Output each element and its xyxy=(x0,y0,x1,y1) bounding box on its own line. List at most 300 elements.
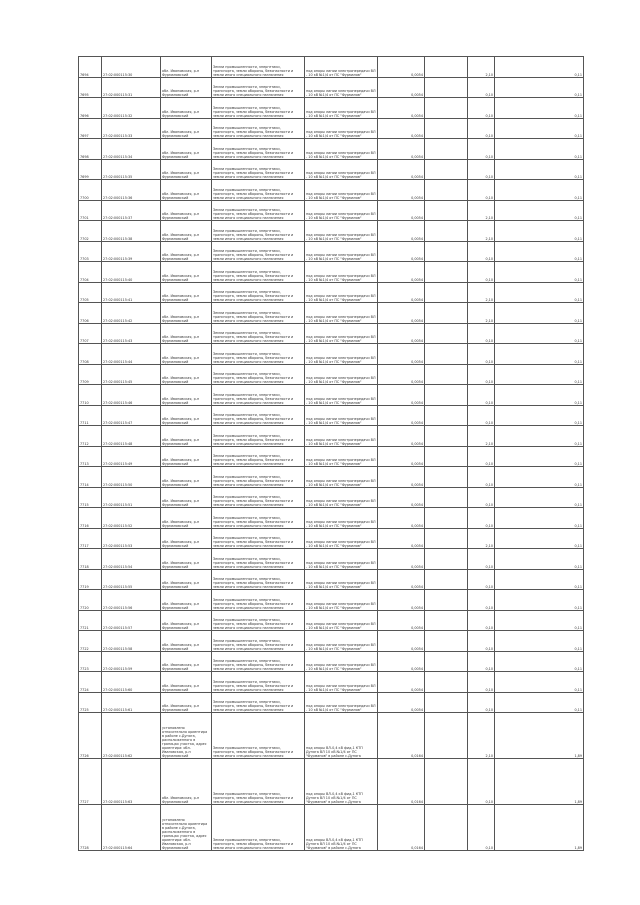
table-row xyxy=(79,221,584,242)
row-number: 7723 xyxy=(79,651,102,672)
cadastral-number: 27:02:000115:43 xyxy=(102,323,161,344)
rate: 0,10 xyxy=(468,180,495,201)
area-ha: 0,0054 xyxy=(378,159,425,180)
cadastral-number: 27:02:000115:46 xyxy=(102,385,161,406)
address: обл. Ивановская, р-н Фурмановский xyxy=(161,569,212,590)
fee: 0,11 xyxy=(495,262,584,283)
fee: 0,11 xyxy=(495,241,584,262)
empty-cell xyxy=(425,323,468,344)
permitted-use: под опоры линии электропередачи ВЛ - 10 кВ №1/4 от ПС "Фурманов" xyxy=(305,262,378,283)
cadastral-number: 27:02:000115:62 xyxy=(102,713,161,759)
cadastral-number: 27:02:000115:44 xyxy=(102,344,161,365)
cadastral-number: 27:02:000115:40 xyxy=(102,262,161,283)
row-number: 7711 xyxy=(79,405,102,426)
area-ha: 0,0054 xyxy=(378,221,425,242)
table-row xyxy=(79,651,584,672)
address: обл. Ивановская, р-н Фурмановский xyxy=(161,57,212,78)
fee: 0,11 xyxy=(495,200,584,221)
row-number: 7709 xyxy=(79,364,102,385)
fee: 0,11 xyxy=(495,180,584,201)
empty-cell xyxy=(425,651,468,672)
table-row xyxy=(79,364,584,385)
fee: 0,11 xyxy=(495,323,584,344)
table-row xyxy=(79,57,584,78)
rate: 0,10 xyxy=(468,692,495,713)
fee: 0,11 xyxy=(495,364,584,385)
table-row xyxy=(79,672,584,693)
rate: 2,10 xyxy=(468,221,495,242)
permitted-use: под опоры линии электропередачи ВЛ - 10 кВ №1/4 от ПС "Фурманов" xyxy=(305,651,378,672)
cadastral-number: 27:02:000115:35 xyxy=(102,159,161,180)
fee: 0,11 xyxy=(495,590,584,611)
table-row xyxy=(79,200,584,221)
land-category: Земли промышленности, энергетики, транспорта, земли обороны, безопасности и земли иного специального назначения xyxy=(212,303,305,324)
address: обл. Ивановская, р-н Фурмановский xyxy=(161,221,212,242)
address: обл. Ивановская, р-н Фурмановский xyxy=(161,282,212,303)
row-number: 7727 xyxy=(79,759,102,805)
land-category: Земли промышленности, энергетики, транспорта, земли обороны, безопасности и земли иного специального назначения xyxy=(212,159,305,180)
address: обл. Ивановская, р-н Фурмановский xyxy=(161,364,212,385)
empty-cell xyxy=(425,759,468,805)
land-category: Земли промышленности, энергетики, транспорта, земли обороны, безопасности и земли иного специального назначения xyxy=(212,508,305,529)
row-number: 7696 xyxy=(79,98,102,119)
fee: 0,11 xyxy=(495,549,584,570)
fee: 0,11 xyxy=(495,139,584,160)
table-row xyxy=(79,262,584,283)
row-number: 7719 xyxy=(79,569,102,590)
permitted-use: под опоры линии электропередачи ВЛ - 10 кВ №1/4 от ПС "Фурманов" xyxy=(305,446,378,467)
empty-cell xyxy=(425,713,468,759)
empty-cell xyxy=(425,446,468,467)
rate: 0,10 xyxy=(468,139,495,160)
rate: 0,10 xyxy=(468,590,495,611)
empty-cell xyxy=(425,118,468,139)
row-number: 7721 xyxy=(79,610,102,631)
table-row xyxy=(79,98,584,119)
fee: 1,89 xyxy=(495,805,584,851)
row-number: 7698 xyxy=(79,139,102,160)
row-number: 7724 xyxy=(79,672,102,693)
rate: 2,10 xyxy=(468,200,495,221)
permitted-use: под опоры линии электропередачи ВЛ - 10 кВ №1/4 от ПС "Фурманов" xyxy=(305,569,378,590)
empty-cell xyxy=(425,139,468,160)
area-ha: 0,0054 xyxy=(378,508,425,529)
land-category: Земли промышленности, энергетики, транспорта, земли обороны, безопасности и земли иного специального назначения xyxy=(212,446,305,467)
row-number: 7695 xyxy=(79,77,102,98)
table-row xyxy=(79,549,584,570)
permitted-use: под опоры линии электропередачи ВЛ - 10 кВ №1/4 от ПС "Фурманов" xyxy=(305,487,378,508)
cadastral-number: 27:02:000115:39 xyxy=(102,241,161,262)
land-category: Земли промышленности, энергетики, транспорта, земли обороны, безопасности и земли иного специального назначения xyxy=(212,262,305,283)
table-row xyxy=(79,569,584,590)
row-number: 7726 xyxy=(79,713,102,759)
rate: 0,10 xyxy=(468,118,495,139)
cadastral-number: 27:02:000115:49 xyxy=(102,446,161,467)
row-number: 7701 xyxy=(79,200,102,221)
cadastral-number: 27:02:000115:30 xyxy=(102,57,161,78)
land-category: Земли промышленности, энергетики, транспорта, земли обороны, безопасности и земли иного специального назначения xyxy=(212,610,305,631)
fee: 0,11 xyxy=(495,98,584,119)
area-ha: 0,0054 xyxy=(378,610,425,631)
table-row xyxy=(79,759,584,805)
land-plot-table xyxy=(78,56,584,851)
area-ha: 0,0054 xyxy=(378,364,425,385)
row-number: 7728 xyxy=(79,805,102,851)
land-category: Земли промышленности, энергетики, транспорта, земли обороны, безопасности и земли иного специального назначения xyxy=(212,344,305,365)
land-category: Земли промышленности, энергетики, транспорта, земли обороны, безопасности и земли иного специального назначения xyxy=(212,200,305,221)
address: обл. Ивановская, р-н Фурмановский xyxy=(161,528,212,549)
address: обл. Ивановская, р-н Фурмановский xyxy=(161,98,212,119)
rate: 0,10 xyxy=(468,344,495,365)
empty-cell xyxy=(425,805,468,851)
fee: 0,11 xyxy=(495,77,584,98)
address: обл. Ивановская, р-н Фурмановский xyxy=(161,487,212,508)
area-ha: 0,0054 xyxy=(378,631,425,652)
table-row xyxy=(79,303,584,324)
address: обл. Ивановская, р-н Фурмановский xyxy=(161,262,212,283)
permitted-use: под опоры линии электропередачи ВЛ - 10 кВ №1/4 от ПС "Фурманов" xyxy=(305,282,378,303)
rate: 2,10 xyxy=(468,57,495,78)
empty-cell xyxy=(425,405,468,426)
permitted-use: под опоры линии электропередачи ВЛ - 10 кВ №1/4 от ПС "Фурманов" xyxy=(305,467,378,488)
rate: 0,10 xyxy=(468,364,495,385)
rate: 0,10 xyxy=(468,98,495,119)
land-category: Земли промышленности, энергетики, транспорта, земли обороны, безопасности и земли иного специального назначения xyxy=(212,323,305,344)
permitted-use: под опоры линии электропередачи ВЛ - 10 кВ №1/4 от ПС "Фурманов" xyxy=(305,303,378,324)
empty-cell xyxy=(425,467,468,488)
land-category: Земли промышленности, энергетики, транспорта, земли обороны, безопасности и земли иного специального назначения xyxy=(212,672,305,693)
fee: 0,11 xyxy=(495,385,584,406)
area-ha: 0,0054 xyxy=(378,118,425,139)
table-row xyxy=(79,405,584,426)
area-ha: 0,0054 xyxy=(378,303,425,324)
rate: 0,10 xyxy=(468,549,495,570)
permitted-use: под опоры ВЛ-0,4 кВ фид.1 КТП Дуняга ВЛ 10 кВ №1/4 от ПС "Фурманов" в районе с.Дуняга xyxy=(305,759,378,805)
fee: 0,11 xyxy=(495,426,584,447)
address: обл. Ивановская, р-н Фурмановский xyxy=(161,303,212,324)
permitted-use: под опоры ВЛ-0,4 кВ фид.1 КТП Дуняга ВЛ 10 кВ №1/4 от ПС "Фурманов" в районе с.Дуняга xyxy=(305,805,378,851)
table-row xyxy=(79,692,584,713)
land-category: Земли промышленности, энергетики, транспорта, земли обороны, безопасности и земли иного специального назначения xyxy=(212,759,305,805)
cadastral-number: 27:02:000115:51 xyxy=(102,487,161,508)
permitted-use: под опоры линии электропередачи ВЛ - 10 кВ №1/4 от ПС "Фурманов" xyxy=(305,139,378,160)
permitted-use: под опоры линии электропередачи ВЛ - 10 кВ №1/4 от ПС "Фурманов" xyxy=(305,364,378,385)
permitted-use: под опоры линии электропередачи ВЛ - 10 кВ №1/4 от ПС "Фурманов" xyxy=(305,549,378,570)
area-ha: 0,0054 xyxy=(378,282,425,303)
area-ha: 0,0054 xyxy=(378,323,425,344)
empty-cell xyxy=(425,159,468,180)
cadastral-number: 27:02:000115:53 xyxy=(102,528,161,549)
rate: 0,10 xyxy=(468,651,495,672)
area-ha: 0,0164 xyxy=(378,759,425,805)
permitted-use: под опоры линии электропередачи ВЛ - 10 кВ №1/4 от ПС "Фурманов" xyxy=(305,672,378,693)
land-category: Земли промышленности, энергетики, транспорта, земли обороны, безопасности и земли иного специального назначения xyxy=(212,528,305,549)
empty-cell xyxy=(425,385,468,406)
address: обл. Ивановская, р-н Фурмановский xyxy=(161,344,212,365)
fee: 0,11 xyxy=(495,344,584,365)
address: обл. Ивановская, р-н Фурмановский xyxy=(161,405,212,426)
row-number: 7722 xyxy=(79,631,102,652)
empty-cell xyxy=(425,549,468,570)
address: обл. Ивановская, р-н Фурмановский xyxy=(161,759,212,805)
permitted-use: под опоры линии электропередачи ВЛ - 10 кВ №1/4 от ПС "Фурманов" xyxy=(305,426,378,447)
empty-cell xyxy=(425,610,468,631)
table-row xyxy=(79,610,584,631)
land-category: Земли промышленности, энергетики, транспорта, земли обороны, безопасности и земли иного специального назначения xyxy=(212,692,305,713)
area-ha: 0,0054 xyxy=(378,487,425,508)
row-number: 7725 xyxy=(79,692,102,713)
row-number: 7703 xyxy=(79,241,102,262)
row-number: 7715 xyxy=(79,487,102,508)
address: обл. Ивановская, р-н Фурмановский xyxy=(161,692,212,713)
permitted-use: под опоры линии электропередачи ВЛ - 10 кВ №1/4 от ПС "Фурманов" xyxy=(305,508,378,529)
fee: 0,11 xyxy=(495,446,584,467)
land-category: Земли промышленности, энергетики, транспорта, земли обороны, безопасности и земли иного специального назначения xyxy=(212,180,305,201)
row-number: 7720 xyxy=(79,590,102,611)
area-ha: 0,0054 xyxy=(378,200,425,221)
empty-cell xyxy=(425,98,468,119)
cadastral-number: 27:02:000115:31 xyxy=(102,77,161,98)
rate: 0,10 xyxy=(468,262,495,283)
land-category: Земли промышленности, энергетики, транспорта, земли обороны, безопасности и земли иного специального назначения xyxy=(212,221,305,242)
address: обл. Ивановская, р-н Фурмановский xyxy=(161,672,212,693)
permitted-use: под опоры линии электропередачи ВЛ - 10 кВ №1/4 от ПС "Фурманов" xyxy=(305,528,378,549)
rate: 0,10 xyxy=(468,631,495,652)
land-category: Земли промышленности, энергетики, транспорта, земли обороны, безопасности и земли иного специального назначения xyxy=(212,405,305,426)
permitted-use: под опоры линии электропередачи ВЛ - 10 кВ №1/4 от ПС "Фурманов" xyxy=(305,385,378,406)
table-row xyxy=(79,159,584,180)
land-category: Земли промышленности, энергетики, транспорта, земли обороны, безопасности и земли иного специального назначения xyxy=(212,467,305,488)
area-ha: 0,0054 xyxy=(378,405,425,426)
empty-cell xyxy=(425,590,468,611)
land-category: Земли промышленности, энергетики, транспорта, земли обороны, безопасности и земли иного специального назначения xyxy=(212,590,305,611)
address: обл. Ивановская, р-н Фурмановский xyxy=(161,467,212,488)
table-row xyxy=(79,385,584,406)
rate: 0,10 xyxy=(468,385,495,406)
cadastral-number: 27:02:000115:47 xyxy=(102,405,161,426)
row-number: 7704 xyxy=(79,262,102,283)
address: обл. Ивановская, р-н Фурмановский xyxy=(161,77,212,98)
area-ha: 0,0054 xyxy=(378,672,425,693)
rate: 0,10 xyxy=(468,405,495,426)
empty-cell xyxy=(425,528,468,549)
permitted-use: под опоры линии электропередачи ВЛ - 10 кВ №1/4 от ПС "Фурманов" xyxy=(305,323,378,344)
fee: 0,11 xyxy=(495,282,584,303)
empty-cell xyxy=(425,672,468,693)
area-ha: 0,0054 xyxy=(378,467,425,488)
table-row xyxy=(79,323,584,344)
cadastral-number: 27:02:000115:57 xyxy=(102,610,161,631)
area-ha: 0,0054 xyxy=(378,57,425,78)
address: обл. Ивановская, р-н Фурмановский xyxy=(161,200,212,221)
table-row xyxy=(79,467,584,488)
cadastral-number: 27:02:000115:63 xyxy=(102,759,161,805)
area-ha: 0,0054 xyxy=(378,528,425,549)
permitted-use: под опоры линии электропередачи ВЛ - 10 кВ №1/4 от ПС "Фурманов" xyxy=(305,180,378,201)
empty-cell xyxy=(425,303,468,324)
area-ha: 0,0164 xyxy=(378,713,425,759)
cadastral-number: 27:02:000115:42 xyxy=(102,303,161,324)
fee: 0,11 xyxy=(495,651,584,672)
empty-cell xyxy=(425,344,468,365)
land-category: Земли промышленности, энергетики, транспорта, земли обороны, безопасности и земли иного специального назначения xyxy=(212,77,305,98)
row-number: 7694 xyxy=(79,57,102,78)
address: обл. Ивановская, р-н Фурмановский xyxy=(161,385,212,406)
rate: 0,10 xyxy=(468,508,495,529)
row-number: 7708 xyxy=(79,344,102,365)
cadastral-number: 27:02:000115:61 xyxy=(102,692,161,713)
address: обл. Ивановская, р-н Фурмановский xyxy=(161,610,212,631)
table-row xyxy=(79,590,584,611)
cadastral-number: 27:02:000115:38 xyxy=(102,221,161,242)
address: установлено относительно ориентира в районе с.Дуняга, расположенного в границах участка, адрес ориентира: обл. Ивановская, р-н Фурмановский xyxy=(161,713,212,759)
fee: 0,11 xyxy=(495,221,584,242)
land-category: Земли промышленности, энергетики, транспорта, земли обороны, безопасности и земли иного специального назначения xyxy=(212,241,305,262)
area-ha: 0,0054 xyxy=(378,426,425,447)
table-row xyxy=(79,241,584,262)
land-category: Земли промышленности, энергетики, транспорта, земли обороны, безопасности и земли иного специального назначения xyxy=(212,139,305,160)
area-ha: 0,0054 xyxy=(378,692,425,713)
row-number: 7712 xyxy=(79,426,102,447)
empty-cell xyxy=(425,241,468,262)
rate: 0,10 xyxy=(468,323,495,344)
empty-cell xyxy=(425,692,468,713)
row-number: 7699 xyxy=(79,159,102,180)
land-category: Земли промышленности, энергетики, транспорта, земли обороны, безопасности и земли иного специального назначения xyxy=(212,805,305,851)
empty-cell xyxy=(425,180,468,201)
rate: 0,10 xyxy=(468,159,495,180)
cadastral-number: 27:02:000115:59 xyxy=(102,651,161,672)
row-number: 7716 xyxy=(79,508,102,529)
area-ha: 0,0054 xyxy=(378,344,425,365)
rate: 0,10 xyxy=(468,446,495,467)
area-ha: 0,0054 xyxy=(378,139,425,160)
land-category: Земли промышленности, энергетики, транспорта, земли обороны, безопасности и земли иного специального назначения xyxy=(212,57,305,78)
land-category: Земли промышленности, энергетики, транспорта, земли обороны, безопасности и земли иного специального назначения xyxy=(212,426,305,447)
fee: 0,11 xyxy=(495,303,584,324)
fee: 0,11 xyxy=(495,508,584,529)
table-row xyxy=(79,426,584,447)
area-ha: 0,0054 xyxy=(378,549,425,570)
rate: 0,10 xyxy=(468,569,495,590)
rate: 0,10 xyxy=(468,759,495,805)
rate: 2,10 xyxy=(468,528,495,549)
empty-cell xyxy=(425,508,468,529)
row-number: 7718 xyxy=(79,549,102,570)
permitted-use: под опоры линии электропередачи ВЛ - 10 кВ №1/4 от ПС "Фурманов" xyxy=(305,200,378,221)
empty-cell xyxy=(425,364,468,385)
land-category: Земли промышленности, энергетики, транспорта, земли обороны, безопасности и земли иного специального назначения xyxy=(212,364,305,385)
permitted-use: под опоры линии электропередачи ВЛ - 10 кВ №1/4 от ПС "Фурманов" xyxy=(305,631,378,652)
address: обл. Ивановская, р-н Фурмановский xyxy=(161,180,212,201)
area-ha: 0,0054 xyxy=(378,385,425,406)
row-number: 7710 xyxy=(79,385,102,406)
land-category: Земли промышленности, энергетики, транспорта, земли обороны, безопасности и земли иного специального назначения xyxy=(212,651,305,672)
fee: 0,11 xyxy=(495,487,584,508)
fee: 0,11 xyxy=(495,467,584,488)
rate: 2,10 xyxy=(468,303,495,324)
cadastral-number: 27:02:000115:54 xyxy=(102,549,161,570)
address: обл. Ивановская, р-н Фурмановский xyxy=(161,139,212,160)
permitted-use: под опоры линии электропередачи ВЛ - 10 кВ №1/4 от ПС "Фурманов" xyxy=(305,77,378,98)
address: обл. Ивановская, р-н Фурмановский xyxy=(161,590,212,611)
cadastral-number: 27:02:000115:58 xyxy=(102,631,161,652)
table-row xyxy=(79,805,584,851)
empty-cell xyxy=(425,77,468,98)
fee: 0,11 xyxy=(495,118,584,139)
row-number: 7713 xyxy=(79,446,102,467)
land-category: Земли промышленности, энергетики, транспорта, земли обороны, безопасности и земли иного специального назначения xyxy=(212,282,305,303)
permitted-use: под опоры линии электропередачи ВЛ - 10 кВ №1/4 от ПС "Фурманов" xyxy=(305,159,378,180)
fee: 1,89 xyxy=(495,759,584,805)
permitted-use: под опоры линии электропередачи ВЛ - 10 кВ №1/4 от ПС "Фурманов" xyxy=(305,590,378,611)
address: обл. Ивановская, р-н Фурмановский xyxy=(161,508,212,529)
table-row xyxy=(79,180,584,201)
table-row xyxy=(79,139,584,160)
land-category: Земли промышленности, энергетики, транспорта, земли обороны, безопасности и земли иного специального назначения xyxy=(212,98,305,119)
rate: 0,10 xyxy=(468,672,495,693)
address: установлено относительно ориентира в районе с.Дуняга, расположенного в границах участка, адрес ориентира: обл. Ивановская, р-н Фурмановский xyxy=(161,805,212,851)
rate: 0,10 xyxy=(468,467,495,488)
area-ha: 0,0054 xyxy=(378,446,425,467)
cadastral-number: 27:02:000115:34 xyxy=(102,139,161,160)
rate: 0,10 xyxy=(468,805,495,851)
address: обл. Ивановская, р-н Фурмановский xyxy=(161,118,212,139)
permitted-use: под опоры линии электропередачи ВЛ - 10 кВ №1/4 от ПС "Фурманов" xyxy=(305,241,378,262)
empty-cell xyxy=(425,221,468,242)
address: обл. Ивановская, р-н Фурмановский xyxy=(161,549,212,570)
row-number: 7717 xyxy=(79,528,102,549)
empty-cell xyxy=(425,487,468,508)
empty-cell xyxy=(425,57,468,78)
address: обл. Ивановская, р-н Фурмановский xyxy=(161,159,212,180)
fee: 1,89 xyxy=(495,713,584,759)
row-number: 7700 xyxy=(79,180,102,201)
area-ha: 0,0164 xyxy=(378,805,425,851)
table-row xyxy=(79,631,584,652)
area-ha: 0,0054 xyxy=(378,569,425,590)
cadastral-number: 27:02:000115:60 xyxy=(102,672,161,693)
land-category: Земли промышленности, энергетики, транспорта, земли обороны, безопасности и земли иного специального назначения xyxy=(212,549,305,570)
cadastral-number: 27:02:000115:56 xyxy=(102,590,161,611)
area-ha: 0,0054 xyxy=(378,98,425,119)
cadastral-number: 27:02:000115:50 xyxy=(102,467,161,488)
rate: 0,10 xyxy=(468,241,495,262)
land-category: Земли промышленности, энергетики, транспорта, земли обороны, безопасности и земли иного специального назначения xyxy=(212,118,305,139)
permitted-use: под опоры линии электропередачи ВЛ - 10 кВ №1/4 от ПС "Фурманов" xyxy=(305,98,378,119)
address: обл. Ивановская, р-н Фурмановский xyxy=(161,651,212,672)
cadastral-number: 27:02:000115:32 xyxy=(102,98,161,119)
cadastral-number: 27:02:000115:36 xyxy=(102,180,161,201)
permitted-use: под опоры линии электропередачи ВЛ - 10 кВ №1/4 от ПС "Фурманов" xyxy=(305,405,378,426)
empty-cell xyxy=(425,282,468,303)
rate: 0,10 xyxy=(468,487,495,508)
permitted-use: под опоры линии электропередачи ВЛ - 10 кВ №1/4 от ПС "Фурманов" xyxy=(305,692,378,713)
cadastral-number: 27:02:000115:37 xyxy=(102,200,161,221)
land-category: Земли промышленности, энергетики, транспорта, земли обороны, безопасности и земли иного специального назначения xyxy=(212,385,305,406)
address: обл. Ивановская, р-н Фурмановский xyxy=(161,241,212,262)
cadastral-number: 27:02:000115:45 xyxy=(102,364,161,385)
fee: 0,11 xyxy=(495,610,584,631)
permitted-use: под опоры линии электропередачи ВЛ - 10 кВ №1/4 от ПС "Фурманов" xyxy=(305,57,378,78)
fee: 0,11 xyxy=(495,528,584,549)
address: обл. Ивановская, р-н Фурмановский xyxy=(161,446,212,467)
cadastral-number: 27:02:000115:48 xyxy=(102,426,161,447)
land-category: Земли промышленности, энергетики, транспорта, земли обороны, безопасности и земли иного специального назначения xyxy=(212,631,305,652)
fee: 0,11 xyxy=(495,57,584,78)
permitted-use: под опоры линии электропередачи ВЛ - 10 кВ №1/4 от ПС "Фурманов" xyxy=(305,118,378,139)
area-ha: 0,0054 xyxy=(378,651,425,672)
